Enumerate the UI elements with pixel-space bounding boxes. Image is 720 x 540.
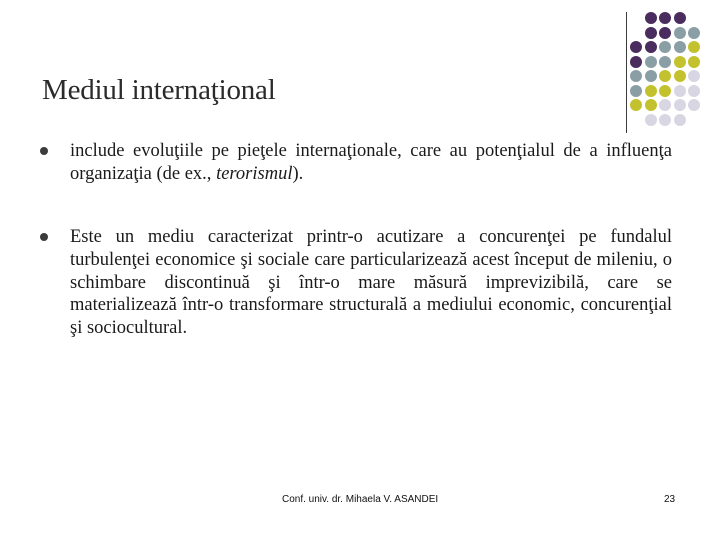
decorative-dot bbox=[659, 41, 671, 53]
decorative-dot bbox=[645, 85, 657, 97]
decorative-dot bbox=[630, 41, 642, 53]
decorative-dot bbox=[630, 56, 642, 68]
bullet-text-1-italic: terorismul bbox=[216, 163, 293, 184]
decorative-dot bbox=[630, 70, 642, 82]
bullet-text-2: Este un mediu caracterizat printr-o acutizare a concurenţei pe fundalul turbulenţei economice şi sociale care particularizează acest început de mileniu, o schimbare discontinuă şi într-o mare măsură imprevizibilă, care se materializează într-o transformare structurală a mediului economic, concurenţial şi sociocultural. bbox=[70, 227, 672, 339]
decorative-dot bbox=[674, 41, 686, 53]
decorative-dot bbox=[688, 99, 700, 111]
decorative-dot bbox=[674, 56, 686, 68]
decorative-dot bbox=[659, 85, 671, 97]
decorative-dot bbox=[688, 85, 700, 97]
slide-title: Mediul internaţional bbox=[42, 74, 276, 106]
decorative-dot bbox=[659, 99, 671, 111]
decorative-dot bbox=[674, 70, 686, 82]
decorative-dot bbox=[688, 41, 700, 53]
bullet-dot-icon bbox=[40, 233, 48, 241]
decorative-dot bbox=[659, 70, 671, 82]
bullet-text-1-end: ). bbox=[292, 163, 304, 184]
decorative-dot bbox=[645, 99, 657, 111]
decorative-dot bbox=[645, 70, 657, 82]
decorative-dot bbox=[659, 56, 671, 68]
decorative-dot bbox=[688, 70, 700, 82]
decorative-dot bbox=[645, 12, 657, 24]
title-divider-line bbox=[626, 12, 627, 133]
decorative-dot-grid bbox=[0, 0, 720, 130]
decorative-dot bbox=[645, 114, 657, 126]
decorative-dot bbox=[659, 27, 671, 39]
footer-author: Conf. univ. dr. Mihaela V. ASANDEI bbox=[282, 494, 439, 505]
decorative-dot bbox=[645, 41, 657, 53]
decorative-dot bbox=[674, 12, 686, 24]
decorative-dot bbox=[674, 114, 686, 126]
decorative-dot bbox=[659, 12, 671, 24]
footer-page-number: 23 bbox=[664, 494, 676, 505]
decorative-dot bbox=[688, 56, 700, 68]
decorative-dot bbox=[630, 85, 642, 97]
decorative-dot bbox=[674, 99, 686, 111]
decorative-dot bbox=[674, 27, 686, 39]
bullet-dot-icon bbox=[40, 147, 48, 155]
bullet-text-1 bbox=[70, 140, 672, 186]
decorative-dot bbox=[645, 27, 657, 39]
decorative-dot bbox=[659, 114, 671, 126]
bullet-text-1-main: include evoluţiile pe pieţele internaţionale, care au potenţialul de a influenţa organizaţia (de ex., bbox=[70, 141, 672, 184]
decorative-dot bbox=[630, 99, 642, 111]
decorative-dot bbox=[645, 56, 657, 68]
decorative-dot bbox=[674, 85, 686, 97]
decorative-dot bbox=[688, 27, 700, 39]
